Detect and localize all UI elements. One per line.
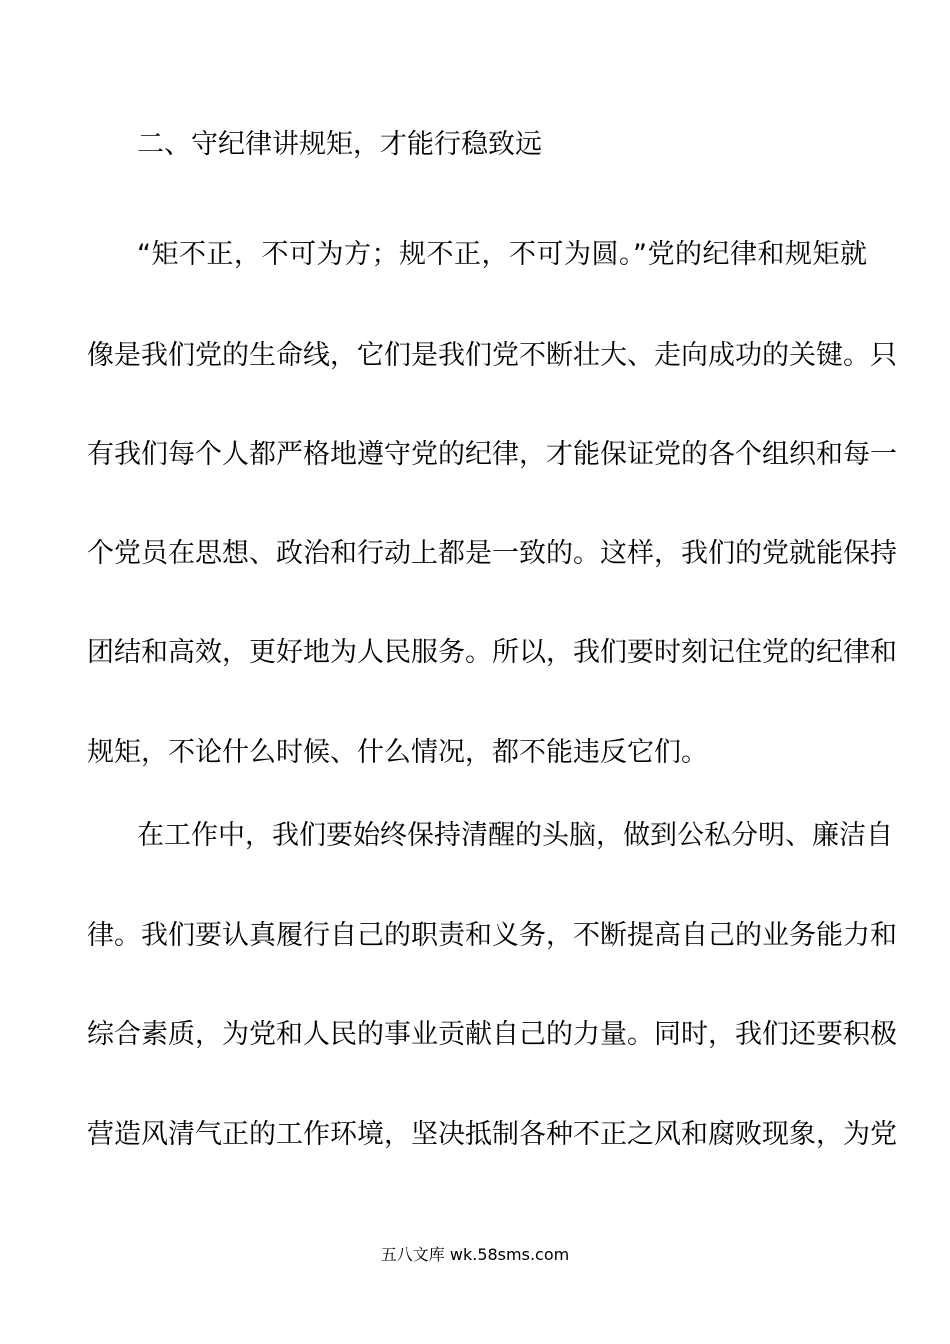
paragraph-line: 在工作中，我们要始终保持清醒的头脑，做到公私分明、廉洁自 bbox=[137, 820, 893, 851]
paragraph-line: 律。我们要认真履行自己的职责和义务，不断提高自己的业务能力和 bbox=[87, 920, 897, 951]
paragraph-line: 规矩，不论什么时候、什么情况，都不能违反它们。 bbox=[87, 737, 708, 768]
paragraph-line: 有我们每个人都严格地遵守党的纪律，才能保证党的各个组织和每一 bbox=[87, 439, 897, 470]
section-heading: 二、守纪律讲规矩，才能行稳致远 bbox=[137, 129, 542, 160]
paragraph-line: 综合素质，为党和人民的事业贡献自己的力量。同时，我们还要积极 bbox=[87, 1019, 897, 1050]
paragraph-line: 个党员在思想、政治和行动上都是一致的。这样，我们的党就能保持 bbox=[87, 538, 897, 569]
page-footer: 五八文库 wk.58sms.com bbox=[380, 1245, 570, 1264]
paragraph-line: 营造风清气正的工作环境，坚决抵制各种不正之风和腐败现象，为党 bbox=[87, 1119, 897, 1150]
paragraph-line: 团结和高效，更好地为人民服务。所以，我们要时刻记住党的纪律和 bbox=[87, 637, 897, 668]
paragraph-line: 像是我们党的生命线，它们是我们党不断壮大、走向成功的关键。只 bbox=[87, 340, 897, 371]
paragraph-line: “矩不正，不可为方；规不正，不可为圆。”党的纪律和规矩就 bbox=[137, 239, 867, 270]
